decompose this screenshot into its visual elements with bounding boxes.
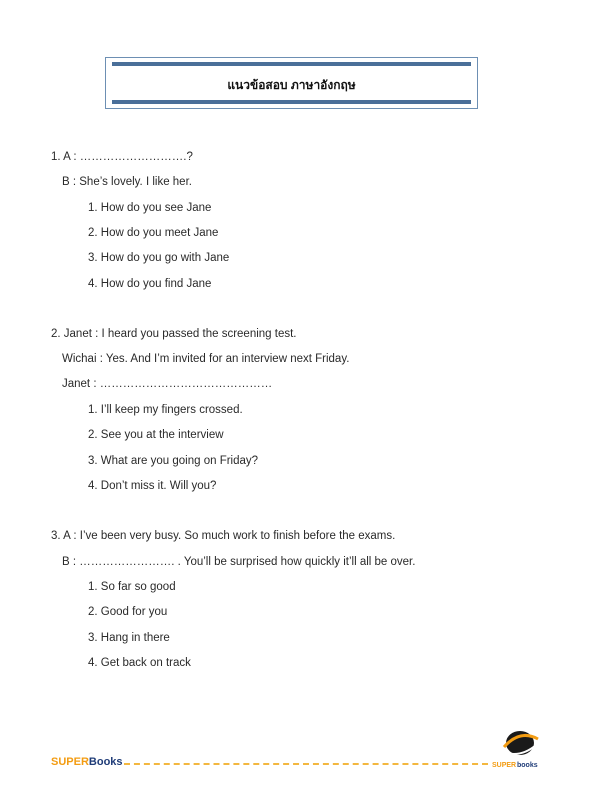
title-box (105, 57, 478, 109)
q3-option-3: 3. Hang in there (88, 632, 170, 644)
title-bar-top (112, 62, 471, 66)
q1-option-4: 4. How do you find Jane (88, 278, 212, 290)
q2-option-3: 3. What are you going on Friday? (88, 455, 259, 467)
title-bar-bottom (112, 100, 471, 104)
q2-option-2: 2. See you at the interview (88, 429, 224, 441)
q1-option-1: 1. How do you see Jane (88, 202, 212, 214)
q3-option-1: 1. So far so good (88, 581, 176, 593)
footer-brand-super: SUPER (51, 756, 89, 768)
q1-option-2: 2. How do you meet Jane (88, 227, 219, 239)
q2-option-1: 1. I’ll keep my fingers crossed. (88, 404, 243, 416)
superbooks-logo-icon (490, 727, 546, 771)
q1-option-3: 3. How do you go with Jane (88, 252, 230, 264)
page-title: แนวข้อสอบ ภาษาอังกฤษ (227, 78, 356, 92)
svg-text:SUPER: SUPER (492, 762, 517, 769)
q1-prompt: 1. A : ……………………….? (51, 151, 193, 163)
q3-prompt: 3. A : I’ve been very busy. So much work to finish before the exams. (51, 530, 396, 542)
q2-prompt: 2. Janet : I heard you passed the screening test. (51, 328, 297, 340)
q2-line-2: Wichai : Yes. And I’m invited for an interview next Friday. (62, 353, 350, 365)
footer-divider (124, 763, 488, 768)
svg-text:books: books (517, 762, 538, 769)
footer-brand-books: Books (88, 756, 123, 768)
q3-option-4: 4. Get back on track (88, 657, 191, 669)
footer-brand (51, 756, 123, 768)
q1-response: B : She’s lovely. I like her. (62, 176, 192, 188)
q2-line-3: Janet : ……………………………………… (62, 378, 273, 390)
q3-option-2: 2. Good for you (88, 606, 168, 618)
q2-option-4: 4. Don’t miss it. Will you? (88, 480, 217, 492)
q3-response: B : ……………………. . You’ll be surprised how quickly it’ll all be over. (62, 556, 416, 568)
